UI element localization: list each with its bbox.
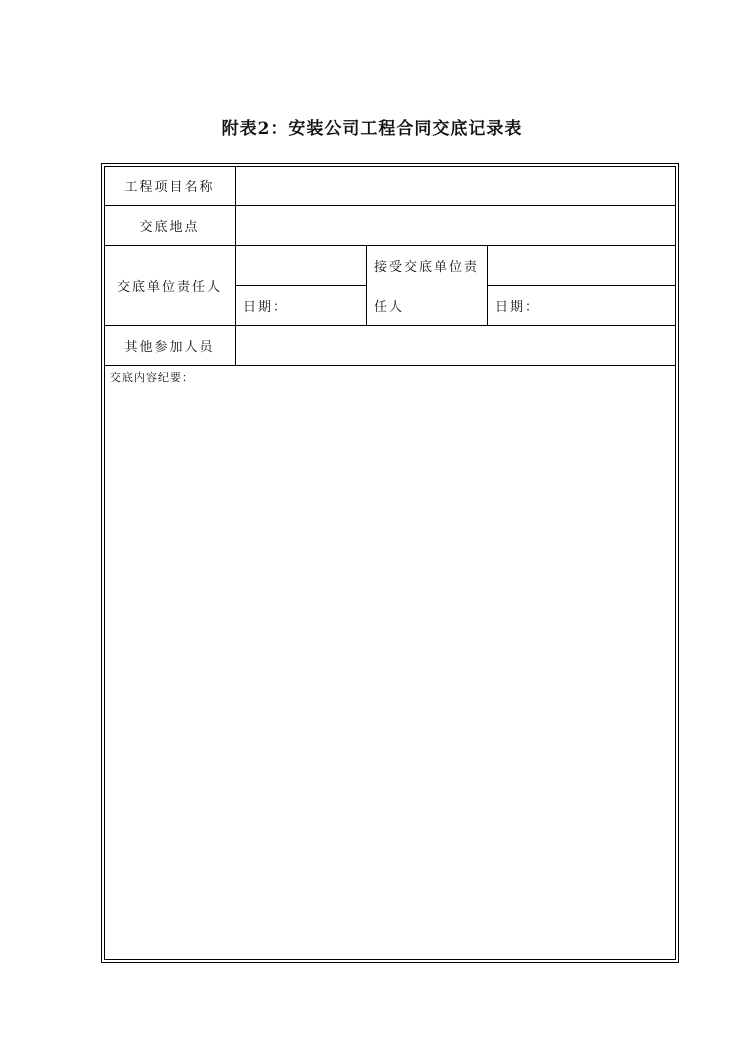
receiving-person-label-line2: 任人: [374, 300, 405, 315]
row-divider-date-left: [235, 285, 366, 286]
location-label: 交底地点: [139, 220, 200, 235]
handover-person-label: 交底单位责任人: [116, 280, 222, 295]
row-divider-2: [104, 245, 676, 246]
receiving-person-label-line1: 接受交底单位责: [374, 260, 480, 275]
column-divider-label: [235, 166, 236, 365]
row-divider-date-right: [487, 285, 676, 286]
row-divider-1: [104, 205, 676, 206]
date-label-left: 日期：: [243, 300, 289, 315]
column-divider-middle-left: [366, 245, 367, 325]
project-name-label: 工程项目名称: [124, 180, 215, 195]
row-divider-4: [104, 365, 676, 366]
column-divider-middle-right: [487, 245, 488, 325]
row-divider-3: [104, 325, 676, 326]
other-participants-label: 其他参加人员: [124, 340, 215, 355]
date-label-right: 日期：: [495, 300, 541, 315]
document-title: 附表2：安装公司工程合同交底记录表: [221, 119, 523, 139]
summary-label: 交底内容纪要：: [110, 371, 194, 384]
